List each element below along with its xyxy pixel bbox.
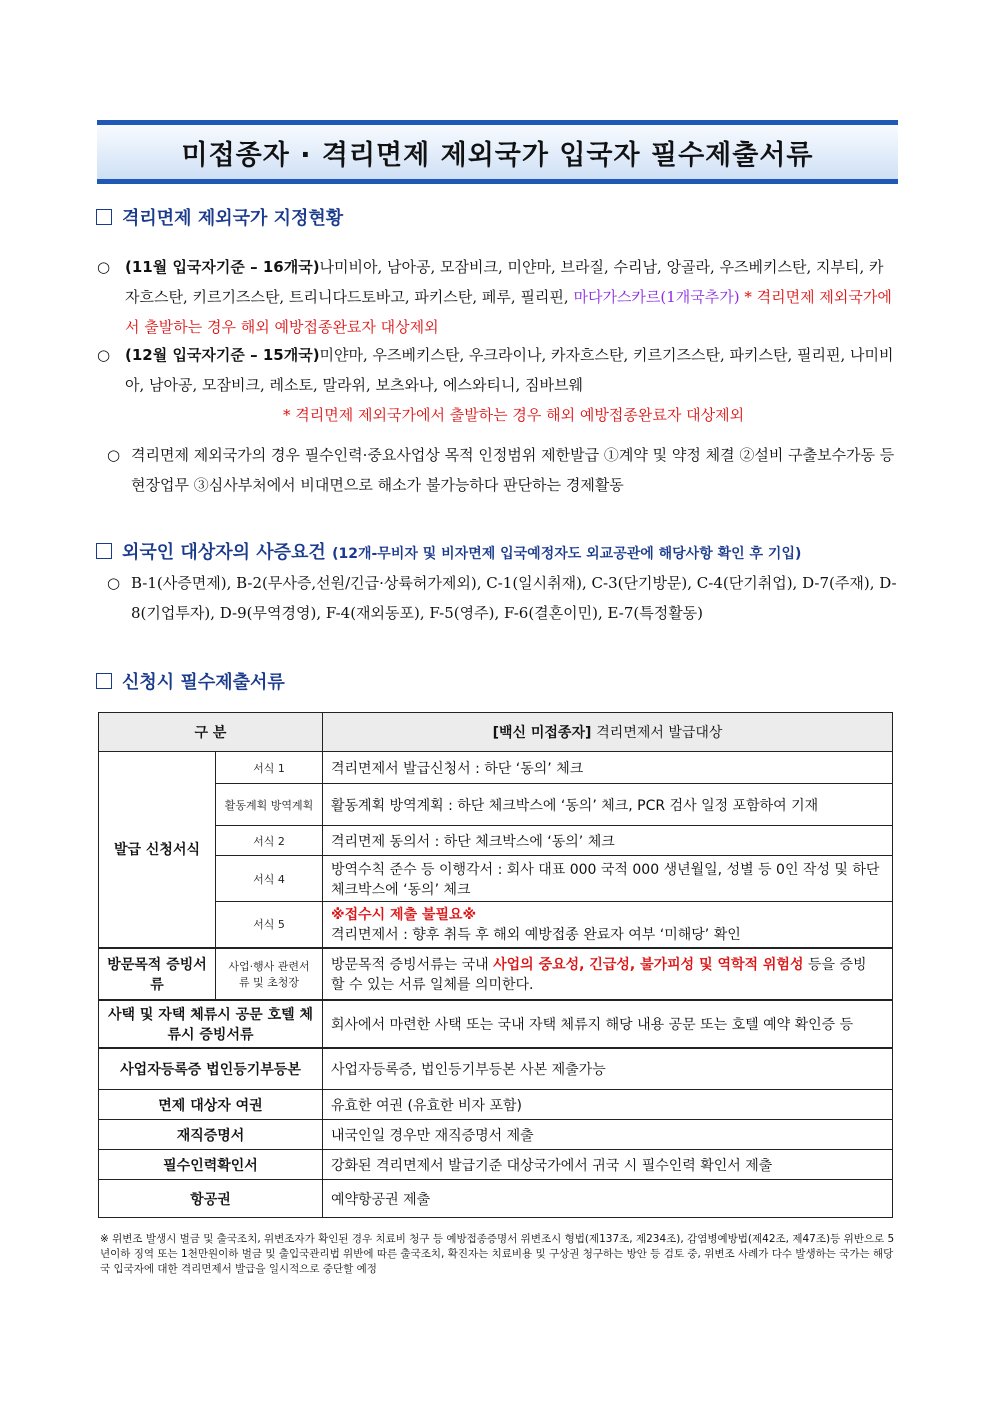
section-heading-visa: 외국인 대상자의 사증요건 (12개-무비자 및 비자면제 입국예정자도 외교공관에 해당사항 확인 후 기입) [96,538,801,564]
form-text: 격리면제서 발급신청서 : 하단 ‘동의’ 체크 [323,752,893,784]
row-text: 회사에서 마련한 사택 또는 국내 자택 체류지 해당 내용 공문 또는 호텔 예약 확인증 등 [323,1000,893,1048]
row-label: 사업자등록증 법인등기부등본 [99,1048,323,1090]
section-heading-documents: 신청시 필수제출서류 [96,668,285,694]
form-label: 서식 2 [216,826,323,856]
row-label: 재직증명서 [99,1120,323,1150]
table-header-row [99,713,893,752]
dec-label: (12월 입국자기준 – 15개국) [125,346,320,364]
bullet-icon: ○ [107,446,121,464]
visa-list-text: B-1(사증면제), B-2(무사증,선원/긴급·상륙허가제외), C-1(일시취재), C-3(단기방문), C-4(단기취업), D-7(주재), D-8(기업투자), D-9(무역경영), F-4(재외동포), F-5(영주), F-6(결혼이민), E-7(특정활동) [131,574,897,622]
header-target: [백신 미접종자] 격리면제서 발급대상 [323,713,893,752]
dec-note: * 격리면제 제외국가에서 출발하는 경우 해외 예방접종완료자 대상제외 [283,406,745,424]
limit-paragraph [107,440,897,500]
bullet-icon: ○ [97,258,111,276]
table-row [99,948,893,1000]
form-label: 서식 1 [216,752,323,784]
row-text: 강화된 격리면제서 발급기준 대상국가에서 귀국 시 필수인력 확인서 제출 [323,1150,893,1180]
row-label: 면제 대상자 여권 [99,1090,323,1120]
nov-note: * 격리면제 제외국가에서 출발하는 경우 해외 예방접종완료자 대상제외 [125,288,892,336]
nov-added: 마다가스카르(1개국추가) [573,288,740,306]
form-text: 격리면제 동의서 : 하단 체크박스에 ‘동의’ 체크 [323,826,893,856]
row-text: 내국인일 경우만 재직증명서 제출 [323,1120,893,1150]
row-text: 사업자등록증, 법인등기부등본 사본 제출가능 [323,1048,893,1090]
footnote: ※ 위변조 발생시 벌금 및 출국조치, 위변조자가 확인된 경우 치료비 청구 등 예방접종증명서 위변조시 형법(제137조, 제234조), 감염병예방법(제42조, 제47조)등 위반으로 5년이하 징역 또는 1천만원이하 벌금 및 출입국관리법 위반에 따른 출국조치, 확진자는 치료비용 및 구상권 청구하는 방안 등 검토 중, 위변조 사례가 다수 발생하는 국가는 해당국 입국자에 대한 격리면제서 발급을 일시적으로 중단할 예정 [100,1233,895,1275]
table-row [99,856,893,902]
page-title: 미접종자 · 격리면제 제외국가 입국자 필수제출서류 [181,139,814,171]
row-text: 유효한 여권 (유효한 비자 포함) [323,1090,893,1120]
table-row [99,1048,893,1090]
group-application-forms: 발급 신청서식 [99,752,216,948]
visa-list [107,568,897,628]
form-label: 서식 4 [216,856,323,902]
header-category: 구 분 [99,713,323,752]
table-row [99,826,893,856]
table-row [99,1120,893,1150]
group-purpose-docs: 방문목적 증빙서류 [99,948,216,1000]
form-label: 활동계획 방역계획 [216,784,323,826]
form-text: 활동계획 방역계획 : 하단 체크박스에 ‘동의’ 체크, PCR 검사 일정 포함하여 기재 [323,784,893,826]
table-row [99,1180,893,1218]
table-row [99,902,893,948]
checkbox-square-icon [96,543,112,559]
row-label: 항공권 [99,1180,323,1218]
checkbox-square-icon [96,209,112,225]
checkbox-square-icon [96,673,112,689]
bullet-icon: ○ [107,574,121,592]
row-label: 필수인력확인서 [99,1150,323,1180]
nov-countries: 나미비아, 남아공, 모잠비크, 미얀마, 브라질, 수리남, 앙골라, 우즈베키스탄, 지부티, 카자흐스탄, 키르기즈스탄, 트리니다드토바고, 파키스탄, 페루, 필리핀, [125,258,884,306]
row-label: 사택 및 자택 체류시 공문 호텔 체류시 증빙서류 [99,1000,323,1048]
purpose-sub-label: 사업·행사 관련서류 및 초청장 [216,948,323,1000]
documents-table [98,712,893,1218]
page-title-banner [97,120,898,184]
table-row [99,752,893,784]
form-label: 서식 5 [216,902,323,948]
dec-countries: 미얀마, 우즈베키스탄, 우크라이나, 카자흐스탄, 키르기즈스탄, 파키스탄, 필리핀, 나미비아, 남아공, 모잠비크, 레소토, 말라위, 보츠와나, 에스와티니, 짐바브웨 [125,346,894,394]
visa-heading-sub: (12개-무비자 및 비자면제 입국예정자도 외교공관에 해당사항 확인 후 기입) [332,546,802,562]
nov-label: (11월 입국자기준 – 16개국) [125,258,320,276]
limit-text: 격리면제 제외국가의 경우 필수인력·중요사업상 목적 인정범위 제한발급 ①계약 및 약정 체결 ②설비 구출보수가동 등 현장업무 ③심사부처에서 비대면으로 해소가 불가능하다 판단하는 경제활동 [131,446,895,494]
table-row [99,784,893,826]
table-row [99,1090,893,1120]
form-text: ※접수시 제출 불필요※ 격리면제서 : 향후 취득 후 해외 예방접종 완료자 여부 ‘미해당’ 확인 [323,902,893,948]
november-countries [97,252,897,342]
purpose-text: 방문목적 증빙서류는 국내 사업의 중요성, 긴급성, 불가피성 및 역학적 위험성 등을 증빙 할 수 있는 서류 일체를 의미한다. [323,948,893,1000]
form-text: 방역수칙 준수 등 이행각서 : 회사 대표 000 국적 000 생년월일, 성별 등 0인 작성 및 하단 체크박스에 ‘동의’ 체크 [323,856,893,902]
section-heading-exempt-countries: 격리면제 제외국가 지정현황 [96,204,343,230]
bullet-icon: ○ [97,346,111,364]
table-row [99,1150,893,1180]
table-row [99,1000,893,1048]
row-text: 예약항공권 제출 [323,1180,893,1218]
december-countries [97,340,897,430]
